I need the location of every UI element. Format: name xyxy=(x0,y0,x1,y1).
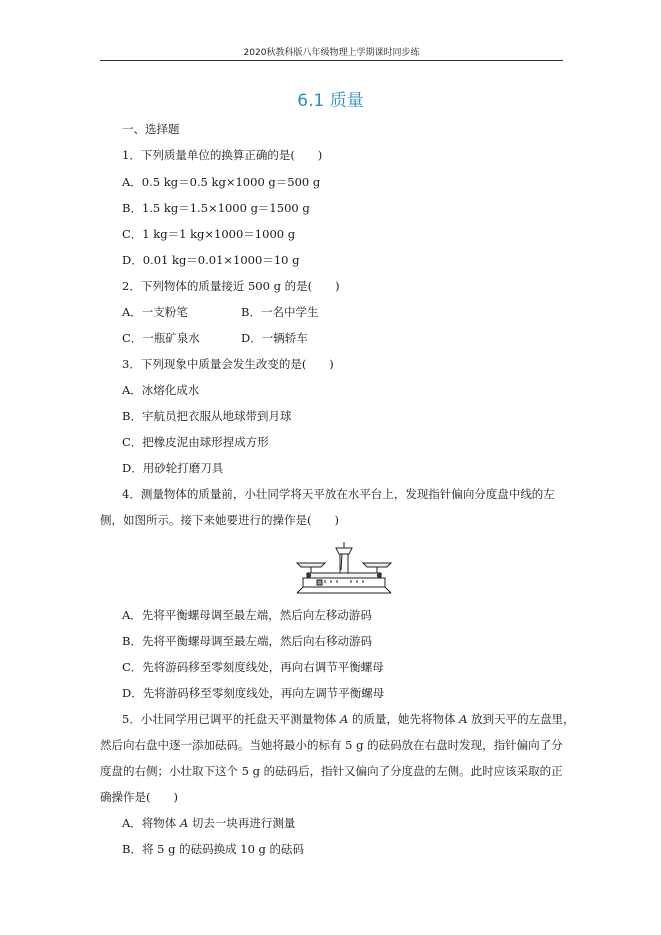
question-2-option-a: A．一支粉笔 xyxy=(122,305,188,319)
question-5-option-a xyxy=(122,816,295,830)
question-5-stem-line-1 xyxy=(122,712,575,726)
question-4-option-b: B．先将平衡螺母调至最左端，然后向右移动游码 xyxy=(122,634,372,648)
variable-a: A xyxy=(339,712,349,726)
question-5-text: 5．小壮同学用已调平的托盘天平测量物体 xyxy=(122,712,340,726)
variable-a: A xyxy=(459,712,468,726)
question-1-option-b: B．1.5 kg＝1.5×1000 g＝1500 g xyxy=(122,201,310,215)
question-5-text: 的质量，她先将物体 xyxy=(348,712,460,726)
question-1-option-d: D．0.01 kg＝0.01×1000＝10 g xyxy=(122,253,300,267)
question-2-option-d: D．一辆轿车 xyxy=(241,331,308,345)
question-5-stem-line-3: 度盘的右侧；小壮取下这个 5 g 的砝码后，指针又偏向了分度盘的左侧。此时应该采取的正 xyxy=(100,764,563,778)
question-2-option-c: C．一瓶矿泉水 xyxy=(122,331,200,345)
question-5-text: 切去一块再进行测量 xyxy=(188,816,296,830)
header-divider xyxy=(100,60,563,61)
section-heading: 一、选择题 xyxy=(122,122,180,136)
question-1-option-c: C．1 kg＝1 kg×1000＝1000 g xyxy=(122,227,296,241)
page-header: 2020秋教科版八年级物理上学期课时同步练 xyxy=(243,48,420,58)
question-3-option-c: C．把橡皮泥由球形捏成方形 xyxy=(122,435,269,449)
question-5-text: 放到天平的左盘里， xyxy=(467,712,575,726)
question-3-option-a: A．冰熔化成水 xyxy=(122,383,200,397)
question-2-stem: 2．下列物体的质量接近 500 g 的是( ) xyxy=(122,279,340,293)
question-4-option-d: D．先将游码移至零刻度线处，再向左调节平衡螺母 xyxy=(122,686,385,700)
question-5-option-b: B．将 5 g 的砝码换成 10 g 的砝码 xyxy=(122,842,305,856)
question-4-option-a: A．先将平衡螺母调至最左端，然后向左移动游码 xyxy=(122,608,372,622)
question-1-option-a: A．0.5 kg＝0.5 kg×1000 g＝500 g xyxy=(122,175,321,189)
question-2-option-b: B．一名中学生 xyxy=(241,305,319,319)
balance-scale-figure xyxy=(289,540,401,595)
question-3-option-b: B．宇航员把衣服从地球带到月球 xyxy=(122,409,292,423)
page-title: 6.1 质量 xyxy=(297,91,364,111)
question-5-text: A．将物体 xyxy=(122,816,180,830)
question-3-option-d: D．用砂轮打磨刀具 xyxy=(122,461,224,475)
question-1-stem: 1．下列质量单位的换算正确的是( ) xyxy=(122,148,323,162)
question-4-stem-line-2: 侧，如图所示。接下来她要进行的操作是( ) xyxy=(100,513,339,527)
variable-a: A xyxy=(179,816,189,830)
question-5-stem-line-4: 确操作是( ) xyxy=(100,790,178,804)
question-5-stem-line-2: 然后向右盘中逐一添加砝码。当她将最小的标有 5 g 的砝码放在右盘时发现，指针偏向了分 xyxy=(100,738,563,752)
question-4-stem-line-1: 4．测量物体的质量前，小壮同学将天平放在水平台上，发现指针偏向分度盘中线的左 xyxy=(122,487,555,501)
question-3-stem: 3．下列现象中质量会发生改变的是( ) xyxy=(122,357,334,371)
question-4-option-c: C．先将游码移至零刻度线处，再向右调节平衡螺母 xyxy=(122,660,384,674)
